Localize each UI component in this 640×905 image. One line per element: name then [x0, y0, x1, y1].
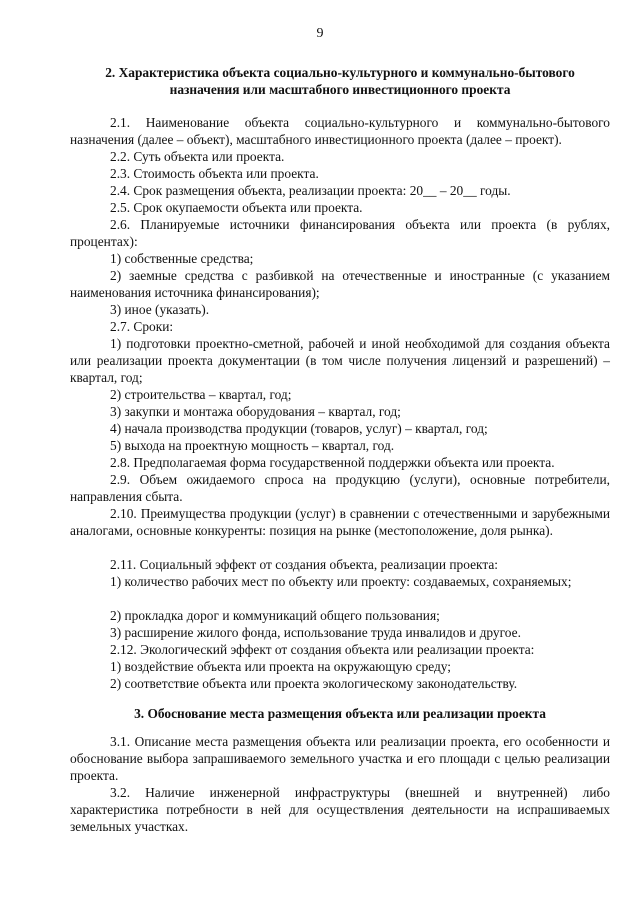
list-item: 2) соответствие объекта или проекта экологическому законодательству. — [110, 676, 518, 691]
list-item: 2) прокладка дорог и коммуникаций общего пользования; — [110, 608, 440, 623]
paragraph: 2.12. Экологический эффект от создания объекта или реализации проекта: — [110, 642, 535, 657]
list-item: 1) собственные средства; — [110, 251, 254, 266]
paragraph: 2.6. Планируемые источники финансирования объекта или проекта (в рублях, процентах): — [70, 217, 610, 249]
paragraph: 2.4. Срок размещения объекта, реализации проекта: 20__ – 20__ годы. — [110, 183, 511, 198]
list-item: 3) расширение жилого фонда, использование труда инвалидов и другое. — [110, 625, 521, 640]
list-item: 3) иное (указать). — [110, 302, 210, 317]
paragraph: 2.7. Сроки: — [110, 319, 174, 334]
paragraph: 2.3. Стоимость объекта или проекта. — [110, 166, 319, 181]
section-3-title: 3. Обоснование места размещения объекта или реализации проекта — [134, 706, 546, 721]
list-item: 2) заемные средства с разбивкой на отечественные и иностранные (с указанием наименования источника финансирования); — [70, 268, 610, 300]
paragraph: 2.11. Социальный эффект от создания объекта, реализации проекта: — [110, 557, 499, 572]
list-item: 2) строительства – квартал, год; — [110, 387, 292, 402]
section-2-title: 2. Характеристика объекта социально-культурного и коммунально-бытового назначения или масштабного инвестиционного проекта — [105, 65, 575, 97]
list-item: 5) выхода на проектную мощность – квартал, год. — [110, 438, 395, 453]
list-item: 1) количество рабочих мест по объекту или проекту: создаваемых, сохраняемых; — [110, 574, 572, 589]
list-item: 1) воздействие объекта или проекта на окружающую среду; — [110, 659, 452, 674]
paragraph: 2.1. Наименование объекта социально-культурного и коммунально-бытового назначения (далее – объект), масштабного инвестиционного проекта (далее – проект). — [70, 115, 610, 147]
paragraph: 2.2. Суть объекта или проекта. — [110, 149, 285, 164]
paragraph: 2.8. Предполагаемая форма государственной поддержки объекта или проекта. — [110, 455, 555, 470]
list-item: 1) подготовки проектно-сметной, рабочей и иной необходимой для создания объекта или реализации проекта документации (в том числе получения лицензий и разрешений) – квартал, год; — [70, 336, 610, 385]
paragraph: 2.9. Объем ожидаемого спроса на продукцию (услуги), основные потребители, направления сбыта. — [70, 472, 610, 504]
page-number: 9 — [316, 26, 324, 41]
paragraph: 2.10. Преимущества продукции (услуг) в сравнении с отечественными и зарубежными аналогами, основные конкуренты: позиция на рынке (местоположение, доля рынка). — [70, 506, 610, 538]
paragraph: 3.1. Описание места размещения объекта или реализации проекта, его особенности и обоснование выбора запрашиваемого земельного участка и его площади с целью реализации проекта. — [70, 734, 610, 783]
list-item: 3) закупки и монтажа оборудования – квартал, год; — [110, 404, 401, 419]
paragraph: 3.2. Наличие инженерной инфраструктуры (внешней и внутренней) либо характеристика потребности в ней для осуществления деятельности на испрашиваемых земельных участках. — [70, 785, 610, 834]
list-item: 4) начала производства продукции (товаров, услуг) – квартал, год; — [110, 421, 488, 436]
paragraph: 2.5. Срок окупаемости объекта или проекта. — [110, 200, 363, 215]
